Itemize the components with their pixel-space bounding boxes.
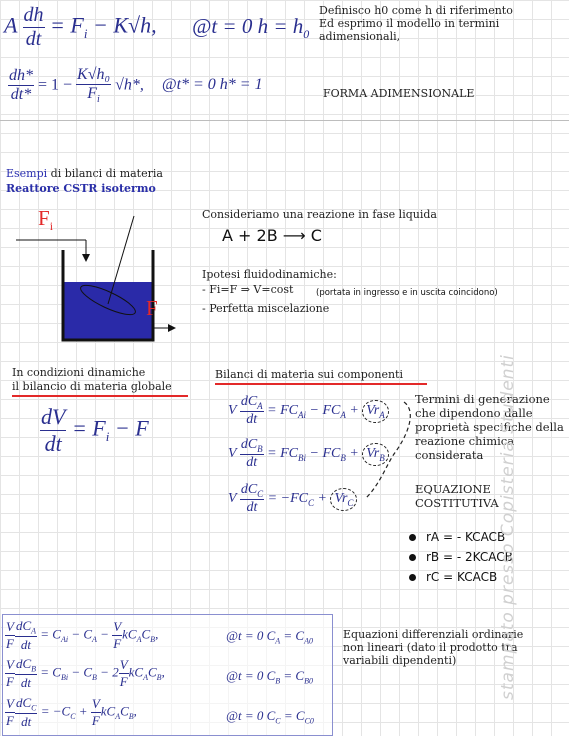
eq1-coef: A (4, 12, 18, 38)
eqC-circ: Vr (334, 491, 348, 507)
odeA-tail: kC (122, 626, 137, 642)
odeC-cond-sub: C (275, 716, 281, 726)
ode-row-B: $\frac{V}{F}$ $\frac{dC_B}{dt}$ = $C_{Bi} - C_B - 2$ $\frac{V}{F}$ $kC_AC_B$, (6, 656, 165, 690)
gen-note-line3: proprietà specifiche della (415, 420, 564, 434)
eqC-rhs: = −FC (267, 491, 308, 507)
odeC-num-sub: C (31, 703, 37, 713)
eqA-rhs3: + (345, 403, 359, 419)
odeC-frac-den: F (91, 712, 100, 728)
odeB-cond-tail-sub: B0 (304, 676, 313, 686)
gb-den: dt (44, 431, 62, 456)
global-balance-title-2: il bilancio di materia globale (12, 380, 188, 397)
eqB-circ-sub: B (379, 452, 385, 463)
odeB-tail3: , (161, 664, 165, 680)
eqA-num: dC (240, 394, 258, 409)
eq2-tail: √h*, (115, 76, 144, 94)
global-balance-equation (40, 404, 149, 457)
inlet-arrowhead (82, 254, 90, 262)
odeC-body: = −C (40, 703, 71, 719)
odeB-pre-num: V (6, 656, 14, 672)
eqB-pre: V (228, 446, 237, 462)
eqA-rhs: = FC (267, 403, 298, 419)
label-fi (38, 206, 53, 234)
odeA-body3: − (96, 626, 113, 642)
eq2-rhs: = 1 − (38, 76, 73, 94)
odeA-body-sub: Ai (60, 634, 69, 644)
eqC-num-sub: C (257, 488, 264, 499)
odeB-body3: − 2 (96, 664, 119, 680)
odeA-cond: @t = 0 C (226, 628, 276, 643)
bullet-icon (409, 574, 416, 581)
hypothesis-1: - Fi=F ⇒ V=cost (202, 283, 294, 296)
odeC-tail3: , (133, 703, 137, 719)
odeB-body2: − C (68, 664, 93, 680)
odeC-body-sub: C (70, 711, 76, 721)
equation-h (4, 4, 157, 51)
eqC-pre: V (228, 491, 237, 507)
odeC-tail2-sub: B (128, 711, 134, 721)
hypothesis-2: - Perfetta miscelazione (202, 302, 330, 315)
eq2-cond: @t* = 0 h* = 1 (161, 76, 263, 94)
eqA-circ: Vr (366, 403, 380, 419)
ode-cond-A (226, 628, 313, 646)
gen-note-line5: considerata (415, 448, 484, 462)
odeC-cond-tail: = C (280, 708, 305, 723)
odeA-cond-tail-sub: A0 (304, 636, 313, 646)
eqC-den: dt (246, 499, 258, 515)
reactor-title: Reattore CSTR isotermo (6, 182, 156, 195)
gb-num: dV (41, 404, 66, 429)
balance-eq-C (228, 482, 357, 516)
odeB-tail2-sub: B (156, 672, 162, 682)
eqB-num-sub: B (257, 443, 263, 454)
odeC-frac-num: V (91, 695, 100, 711)
constitutive-label (415, 482, 499, 510)
ode-note-line1: Equazioni differenziali ordinarie (343, 628, 524, 641)
gb-rhs-tail: − F (109, 415, 149, 441)
odeA-cond-sub: A (275, 636, 281, 646)
label-fi-main: F (38, 206, 50, 230)
odeB-frac-den: F (119, 673, 128, 689)
label-forma-adimensionale: FORMA ADIMENSIONALE (323, 87, 475, 100)
eqB-num: dC (240, 437, 258, 452)
reaction-equation: A + 2B ⟶ C (222, 226, 322, 245)
constitutive-line1: EQUAZIONE (415, 482, 491, 496)
eqA-rhs2-sub: A (340, 409, 346, 420)
eqA-circ-sub: A (379, 409, 385, 420)
eq1-rhs: = F (50, 12, 84, 38)
odeC-cond: @t = 0 C (226, 708, 276, 723)
note-reference-h0 (319, 4, 513, 43)
watermark: stampato presso Copisteria Studenti (498, 354, 518, 700)
odeB-frac-num: V (119, 656, 128, 672)
odeB-cond-tail: = C (280, 668, 305, 683)
odeA-frac-den: F (113, 635, 122, 651)
odeB-body: = C (40, 664, 61, 680)
examples-heading (6, 167, 163, 180)
note1-line2: Ed esprimo il modello in termini (319, 17, 500, 30)
eq1-rhs-sub: i (83, 25, 88, 41)
global-balance-title-1: In condizioni dinamiche (12, 366, 146, 379)
eqB-den: dt (246, 454, 258, 470)
odeC-pre-den: F (6, 712, 14, 728)
section-divider (0, 120, 569, 121)
odeA-tail-sub: A (136, 634, 142, 644)
equation-dimensionless (8, 66, 263, 105)
ode-row-A: $\frac{V}{F}$ $\frac{dC_A}{dt}$ = $C_{Ai} - C_A$ − $\frac{V}{F}$ $kC_AC_B$, (6, 618, 159, 652)
odeA-frac-num: V (113, 618, 122, 634)
constitutive-line2: COSTITUTIVA (415, 496, 499, 510)
rate-C-text: rC = KCACB (426, 570, 498, 584)
hypothesis-1-handnote: (portata in ingresso e in uscita coincidono) (316, 288, 498, 298)
gb-rhs: = F (71, 415, 106, 441)
gen-note-line1: Termini di generazione (415, 392, 550, 406)
odeB-cond: @t = 0 C (226, 668, 276, 683)
odeA-tail2: C (141, 626, 151, 642)
odeA-pre-num: V (6, 618, 14, 634)
ode-row-C: $\frac{V}{F}$ $\frac{dC_C}{dt}$ = $-C_C$ + $\frac{V}{F}$ $kC_AC_B$, (6, 695, 137, 729)
hypothesis-title: Ipotesi fluidodinamiche: (202, 268, 337, 281)
examples-word: Esempi (6, 167, 48, 180)
cstr-diagram (8, 202, 198, 352)
eq1-den: dt (25, 28, 42, 50)
eq2-frac-den-sub: i (97, 94, 100, 106)
eqC-rhs2: + (313, 491, 327, 507)
odeB-pre-den: F (6, 673, 14, 689)
bullet-icon (409, 554, 416, 561)
note1-line3: adimensionali, (319, 30, 401, 43)
note1-line1: Definisco h0 come h di riferimento (319, 4, 513, 17)
ode-note-line3: variabili dipendenti) (343, 654, 457, 667)
odeA-body2: − C (68, 626, 93, 642)
ode-cond-C (226, 708, 314, 726)
odeB-num: dC (15, 656, 32, 671)
odeA-tail3: , (155, 626, 159, 642)
rate-A-text: rA = - KCACB (426, 530, 506, 544)
odeA-body2-sub: A (92, 634, 97, 644)
eqA-rhs-sub: Ai (298, 409, 306, 420)
odeB-cond-sub: B (275, 676, 281, 686)
eqB-rhs2-sub: B (340, 452, 346, 463)
eqC-circ-sub: C (347, 497, 354, 508)
ode-cond-B (226, 668, 313, 686)
eqA-pre: V (228, 403, 237, 419)
eq1-cond-text: @t = 0 h = h (192, 14, 304, 38)
odeC-pre-num: V (6, 695, 14, 711)
eq1-num: dh (23, 4, 44, 26)
odeB-num-sub: B (31, 664, 37, 674)
odeC-num: dC (15, 695, 32, 710)
odeA-pre-den: F (6, 635, 14, 651)
eq2-den: dt* (10, 86, 32, 104)
cstr-svg (8, 202, 198, 352)
eqB-rhs2: − FC (306, 446, 341, 462)
odeC-tail2: C (120, 703, 129, 719)
odeA-cond-tail: = C (280, 628, 305, 643)
eqB-rhs3: + (345, 446, 359, 462)
eq1-condition (192, 14, 310, 42)
odeC-tail-sub: A (115, 711, 121, 721)
eqB-rhs-sub: Bi (298, 452, 306, 463)
eqA-rhs2: − FC (306, 403, 341, 419)
component-balance-title: Bilanci di materia sui componenti (215, 368, 427, 385)
odeA-tail2-sub: B (150, 634, 156, 644)
odeA-body: = C (40, 626, 61, 642)
odeB-tail2: C (148, 664, 157, 680)
generation-term-C (330, 488, 357, 511)
label-f-out: F (146, 296, 158, 320)
eq2-num: dh* (9, 67, 33, 85)
eq2-frac-num: K√h₀ (77, 66, 111, 83)
odeB-tail-sub: A (143, 672, 148, 682)
ode-system-note (343, 628, 523, 667)
outlet-arrowhead (168, 324, 176, 332)
bullet-icon (409, 534, 416, 541)
eqA-den: dt (246, 411, 258, 427)
odeB-body2-sub: B (92, 672, 97, 682)
eq1-cond-sub: 0 (303, 27, 310, 42)
rate-B-text: rB = - 2KCACB (426, 550, 513, 564)
examples-rest: di bilanci di materia (47, 167, 163, 180)
ode-note-line2: non lineari (dato il prodotto tra (343, 641, 518, 654)
eqC-rhs-sub: C (307, 497, 314, 508)
gb-rhs-sub: i (105, 428, 110, 444)
generation-terms-note (415, 392, 564, 462)
eqB-circ: Vr (366, 446, 380, 462)
odeC-tail: kC (100, 703, 116, 719)
eqC-num: dC (240, 482, 258, 497)
odeC-body2: + (75, 703, 91, 719)
reaction-intro: Consideriamo una reazione in fase liquida (202, 208, 437, 221)
label-fi-sub: i (49, 219, 54, 234)
eqB-rhs: = FC (267, 446, 298, 462)
odeA-num: dC (15, 618, 32, 633)
generation-connector (360, 398, 420, 508)
eq1-rhs2: − K√h, (87, 12, 157, 38)
gen-note-line4: reazione chimica (415, 434, 515, 448)
eqA-num-sub: A (257, 400, 263, 411)
odeB-body-sub: Bi (60, 672, 69, 682)
eq2-frac-den: F (87, 85, 98, 102)
gen-note-line2: che dipendono dalle (415, 406, 533, 420)
odeA-num-sub: A (31, 626, 37, 636)
connector-path (366, 402, 410, 498)
odeB-tail: kC (128, 664, 144, 680)
odeC-cond-tail-sub: C0 (304, 716, 314, 726)
